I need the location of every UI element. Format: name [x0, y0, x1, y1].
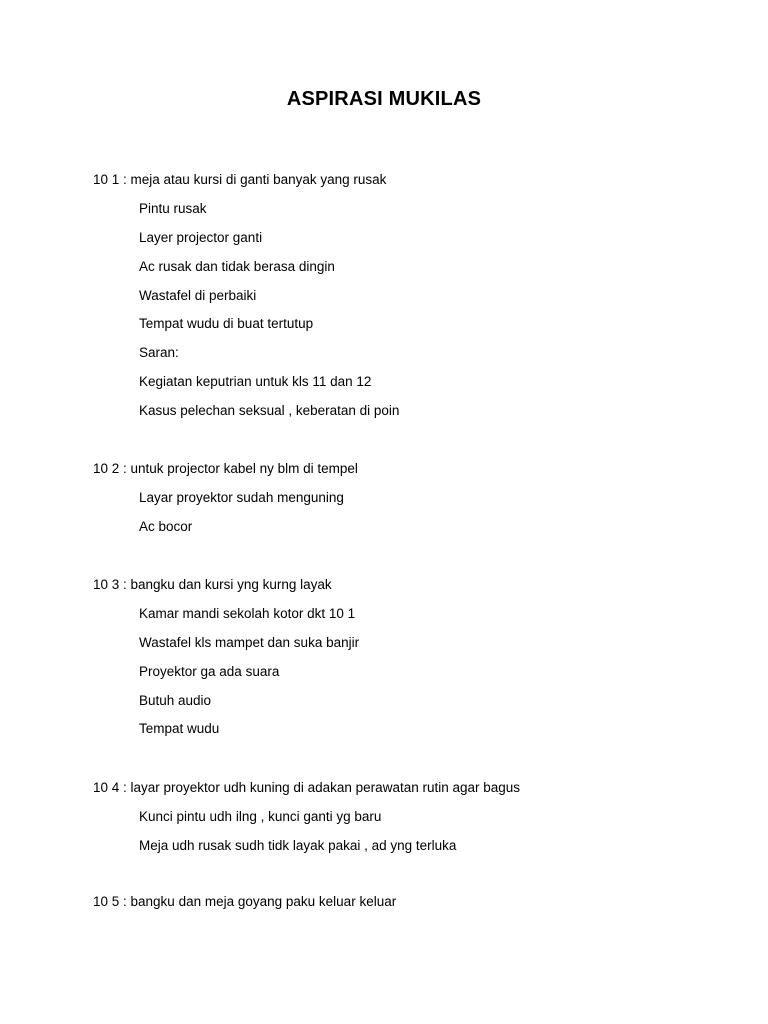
list-item: Pintu rusak	[139, 200, 207, 216]
section-10-4	[93, 774, 733, 861]
list-item: Kegiatan keputrian untuk kls 11 dan 12	[139, 374, 372, 390]
section-10-2	[93, 455, 733, 542]
list-item: Wastafel di perbaiki	[139, 287, 257, 303]
list-item: Ac rusak dan tidak berasa dingin	[139, 258, 335, 274]
list-item: Kasus pelechan seksual , keberatan di poin	[139, 403, 400, 419]
section-10-3	[93, 571, 733, 744]
section-heading: 10 5 : bangku dan meja goyang paku keluar keluar	[93, 894, 397, 909]
section-10-1	[93, 166, 733, 426]
list-item: Tempat wudu di buat tertutup	[139, 316, 314, 332]
page-title: ASPIRASI MUKILAS	[286, 88, 482, 110]
list-item: Wastafel kls mampet dan suka banjir	[139, 634, 360, 650]
list-item: Butuh audio	[139, 692, 212, 708]
list-item: Kunci pintu udh ilng , kunci ganti yg baru	[139, 808, 382, 824]
list-item: Saran:	[139, 345, 179, 361]
list-item: Layar proyektor sudah menguning	[139, 489, 344, 505]
list-item: Proyektor ga ada suara	[139, 663, 280, 679]
section-10-5	[93, 888, 733, 917]
section-heading: 10 3 : bangku dan kursi yng kurng layak	[93, 577, 332, 592]
section-heading: 10 4 : layar proyektor udh kuning di adakan perawatan rutin agar bagus	[93, 780, 521, 795]
list-item: Tempat wudu	[139, 721, 220, 737]
list-item: Kamar mandi sekolah kotor dkt 10 1	[139, 605, 356, 621]
section-heading: 10 2 : untuk projector kabel ny blm di tempel	[93, 461, 358, 476]
list-item: Meja udh rusak sudh tidk layak pakai , ad yng terluka	[139, 837, 457, 853]
list-item: Layer projector ganti	[139, 229, 263, 245]
section-heading: 10 1 : meja atau kursi di ganti banyak yang rusak	[93, 172, 387, 187]
list-item: Ac bocor	[139, 518, 193, 534]
